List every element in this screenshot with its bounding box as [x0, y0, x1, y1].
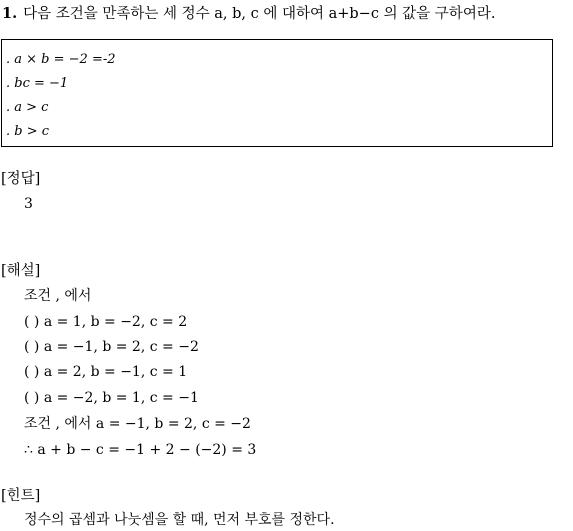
explanation-line-6: 조건 , 에서 a = −1, b = 2, c = −2 [24, 416, 251, 432]
explanation-line-2: ( ) a = 1, b = −2, c = 2 [24, 314, 188, 330]
question-number: 1. [2, 5, 18, 22]
question-line [2, 4, 495, 24]
condition-1: . a × b = −2 =-2 [6, 52, 116, 67]
condition-3: . a > c [6, 100, 49, 115]
condition-4: . b > c [6, 124, 50, 139]
explanation-line-1: 조건 , 에서 [24, 288, 92, 304]
explanation-line-3: ( ) a = −1, b = 2, c = −2 [24, 339, 199, 355]
explanation-line-7: ∴ a + b − c = −1 + 2 − (−2) = 3 [24, 442, 257, 458]
answer-title: [정답] [1, 171, 41, 187]
explanation-title: [해설] [1, 263, 41, 279]
hint-title: [힌트] [1, 488, 41, 504]
condition-2: . bc = −1 [6, 76, 69, 91]
answer-value: 3 [24, 196, 33, 212]
conditions-box [1, 39, 553, 147]
explanation-line-4: ( ) a = 2, b = −1, c = 1 [24, 364, 188, 380]
hint-text: 정수의 곱셈과 나눗셈을 할 때, 먼저 부호를 정한다. [24, 512, 335, 528]
explanation-line-5: ( ) a = −2, b = 1, c = −1 [24, 390, 199, 406]
question-text: 다음 조건을 만족하는 세 정수 a, b, c 에 대하여 a+b−c 의 값을 구하여라. [23, 6, 496, 22]
